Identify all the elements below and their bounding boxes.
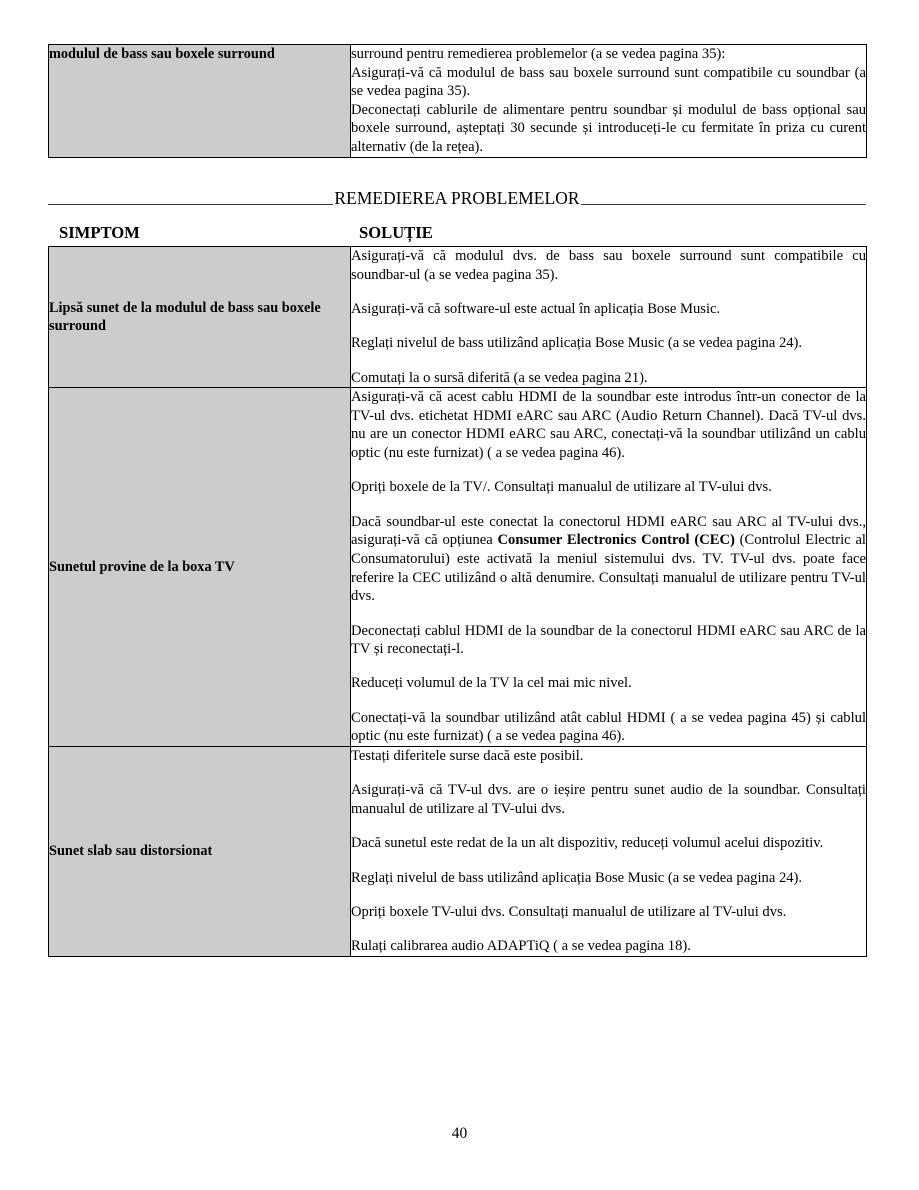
solution-paragraph: Testați diferitele surse dacă este posibil. <box>351 748 584 764</box>
column-headers <box>48 225 866 247</box>
table-row <box>49 45 867 158</box>
continued-table-grid <box>48 44 867 158</box>
symptom-cell <box>49 388 351 747</box>
solution-paragraph: Deconectați cablul HDMI de la soundbar de la conectorul HDMI eARC sau ARC de la TV și reconectați-l. <box>351 622 866 658</box>
column-header-symptom: SIMPTOM <box>59 223 140 242</box>
solution-cell <box>351 388 867 747</box>
continued-table <box>48 44 867 158</box>
solution-paragraph: Asigurați-vă că software-ul este actual în aplicația Bose Music. <box>351 300 721 317</box>
column-header-solution: SOLUȚIE <box>359 223 433 242</box>
solution-paragraph: Asigurați-vă că modulul de bass sau boxele surround sunt compatibile cu soundbar (a se vedea pagina 35). <box>351 64 866 100</box>
page-number: 40 <box>451 1125 468 1142</box>
section-heading <box>48 184 866 208</box>
symptom-cell <box>49 247 351 388</box>
emphasized-term: Consumer Electronics Control (CEC) <box>497 532 735 549</box>
solution-paragraph: Reglați nivelul de bass utilizând aplicația Bose Music (a se vedea pagina 24). <box>351 869 803 886</box>
solution-paragraph: Opriți boxele TV-ului dvs. Consultați manualul de utilizare al TV-ului dvs. <box>351 904 787 921</box>
symptom-text: Lipsă sunet de la modulul de bass sau boxele surround <box>49 299 321 335</box>
symptom-cell <box>49 747 351 957</box>
heading-rule-right <box>581 189 866 205</box>
table-row <box>49 247 867 388</box>
heading-rule-left <box>48 189 333 205</box>
solution-paragraph: surround pentru remedierea problemelor (a se vedea pagina 35): <box>351 46 726 62</box>
symptom-text: Sunetul provine de la boxa TV <box>49 558 235 575</box>
symptom-text: modulul de bass sau boxele surround <box>49 46 275 62</box>
solution-paragraph: Deconectați cablurile de alimentare pentru soundbar și modulul de bass opțional sau boxele surround, așteptați 30 secunde și introduceți-le cu fermitate în priza cu curent alternativ (de la rețea). <box>351 101 866 155</box>
solution-cell <box>351 747 867 957</box>
solution-paragraph: Reglați nivelul de bass utilizând aplicația Bose Music (a se vedea pagina 24). <box>351 335 803 352</box>
solution-cell <box>351 247 867 388</box>
solution-paragraph: Dacă sunetul este redat de la un alt dispozitiv, reduceți volumul acelui dispozitiv. <box>351 835 824 852</box>
solution-paragraph: Reduceți volumul de la TV la cel mai mic nivel. <box>351 675 632 692</box>
troubleshooting-table <box>48 246 867 957</box>
page-title: REMEDIEREA PROBLEMELOR <box>334 187 580 208</box>
solution-paragraph: Asigurați-vă că acest cablu HDMI de la soundbar este introdus într-un conector de la TV-ul dvs. etichetat HDMI eARC sau ARC (Audio Return Channel). Dacă TV-ul dvs. nu are un conector HDMI eARC sau ARC, conectați-vă la soundbar utilizând un cablu optic (nu este furnizat) ( a se vedea pagina 46). <box>351 389 866 462</box>
solution-paragraph: Asigurați-vă că modulul dvs. de bass sau boxele surround sunt compatibile cu soundbar-ul (a se vedea pagina 35). <box>351 248 866 283</box>
solution-paragraph: Dacă soundbar-ul este conectat la conectorul HDMI eARC sau ARC al TV-ului dvs., asigurați-vă că opțiunea Consumer Electronics Control (CEC) (Controlul Electric al Consumatorului) este activată la meniul sistemului dvs. TV. TV-ul dvs. poate face referire la CEC utilizând o altă denumire. Consultați manualul de utilizare pentru TV-ul dvs. <box>351 513 866 605</box>
solution-paragraph: Asigurați-vă că TV-ul dvs. are o ieșire pentru sunet audio de la soundbar. Consultați manualul de utilizare al TV-ului dvs. <box>351 782 866 817</box>
symptom-text: Sunet slab sau distorsionat <box>49 843 213 860</box>
solution-cell <box>351 45 867 158</box>
troubleshooting-table-grid <box>48 246 867 957</box>
solution-paragraph: Opriți boxele de la TV/. Consultați manualul de utilizare al TV-ului dvs. <box>351 479 772 496</box>
table-row <box>49 388 867 747</box>
symptom-cell <box>49 45 351 158</box>
solution-paragraph: Rulați calibrarea audio ADAPTiQ ( a se vedea pagina 18). <box>351 938 691 955</box>
table-row <box>49 747 867 957</box>
solution-paragraph: Comutați la o sursă diferită (a se vedea pagina 21). <box>351 369 648 386</box>
solution-paragraph: Conectați-vă la soundbar utilizând atât cablul HDMI ( a se vedea pagina 45) și cablul optic (nu este furnizat) ( a se vedea pagina 46). <box>351 709 866 745</box>
